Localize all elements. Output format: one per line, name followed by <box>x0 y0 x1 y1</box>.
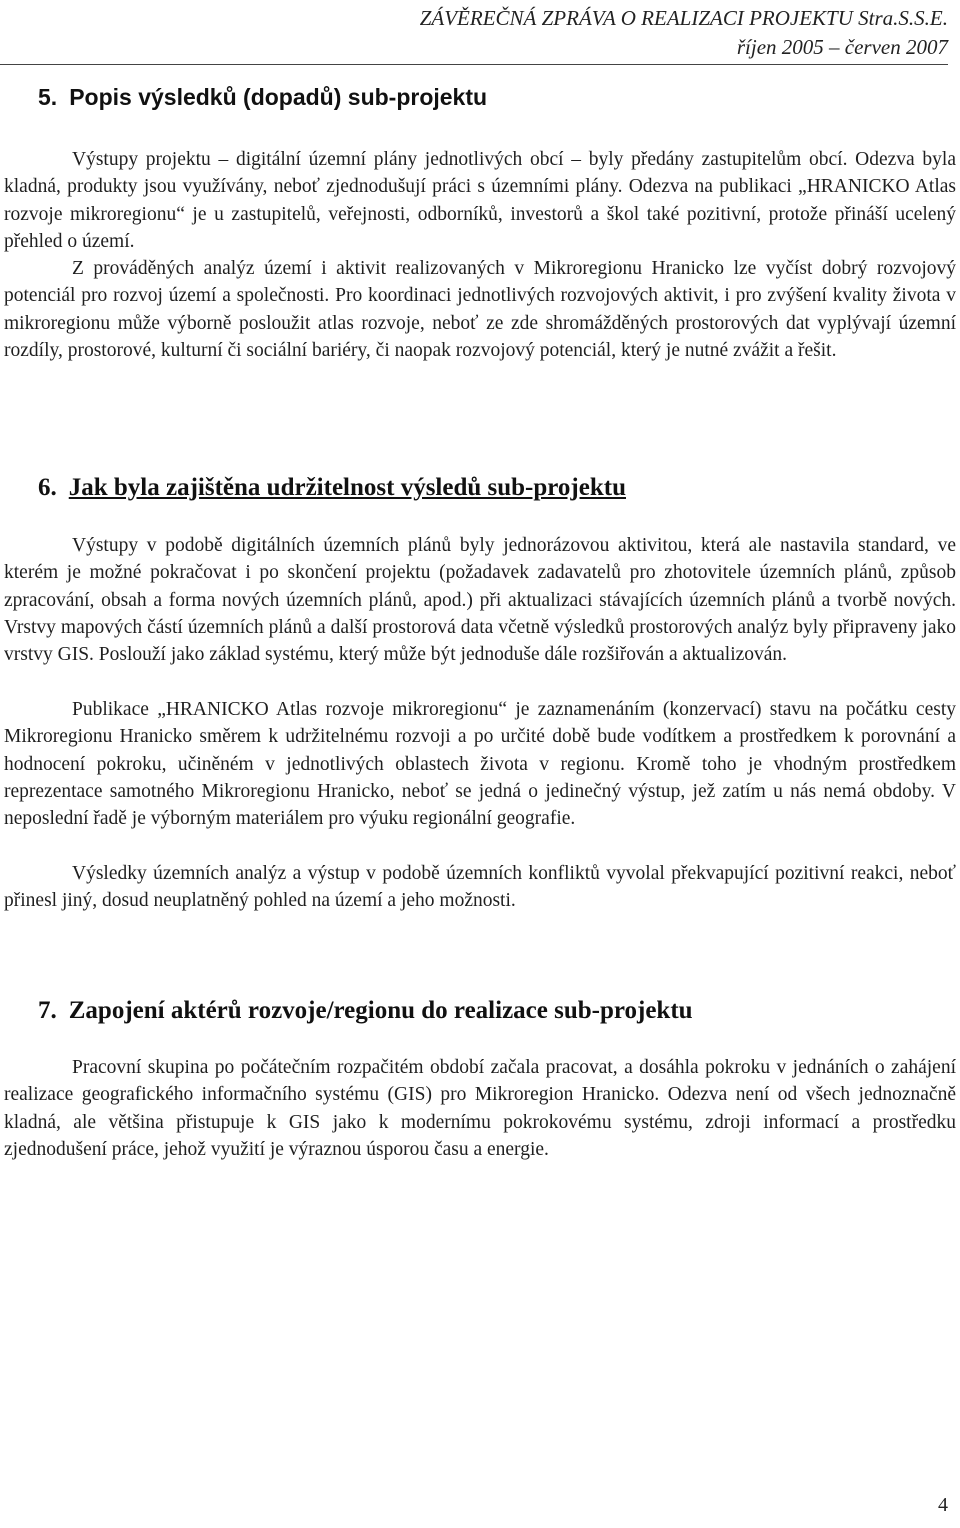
paragraph-text: Z prováděných analýz území i aktivit realizovaných v Mikroregionu Hranicko lze vyčíst dobrý rozvojový potenciál pro rozvoj území a společnosti. Pro koordinaci jednotlivých rozvojových aktivit, i pro zvýšení kvality života v mikroregionu může výborně posloužit atlas rozvoje, neboť ze zde shromážděných prostorových dat vyplývají územní rozdíly, prostorové, kulturní či sociální bariéry, či naopak rozvojový potenciál, který je nutné zvážit a řešit. <box>4 258 956 361</box>
section-7-paragraph <box>4 1054 956 1163</box>
section-6-heading <box>38 474 626 502</box>
page-number: 4 <box>938 1494 948 1516</box>
section-6-paragraph <box>4 696 956 832</box>
paragraph-text: Výstupy projektu – digitální územní plány jednotlivých obcí – byly předány zastupitelům obcí. Odezva byla kladná, produkty jsou využívány, neboť zjednodušují práci s územními plány. Odezva na publikaci „HRANICKO Atlas rozvoje mikroregionu“ je u zastupitelů, veřejnosti, odborníků, investorů a škol také pozitivní, protože přináší ucelený přehled o území. <box>4 149 956 252</box>
section-title: Zapojení aktérů rozvoje/regionu do realizace sub-projektu <box>68 997 693 1024</box>
section-title: Jak byla zajištěna udržitelnost výsledů sub-projektu <box>68 474 626 501</box>
section-number: 6. <box>38 474 57 501</box>
header-period: říjen 2005 – červen 2007 <box>736 35 948 59</box>
page-header <box>420 4 948 62</box>
header-title: ZÁVĚREČNÁ ZPRÁVA O REALIZACI PROJEKTU Stra.S.S.E. <box>419 6 948 30</box>
paragraph-text: Publikace „HRANICKO Atlas rozvoje mikroregionu“ je zaznamenáním (konzervací) stavu na počátku cesty Mikroregionu Hranicko směrem k udržitelnému rozvoji a po určité době bude vodítkem a prostředkem k porovnání a hodnocení pokroku, učiněném v jednotlivých oblastech života v regionu. Kromě toho je vhodným prostředkem reprezentace samotného Mikroregionu Hranicko, neboť se jedná o jedinečný výstup, jež zatím u nás nemá obdoby. V neposlední řadě je výborným materiálem pro výuku regionální geografie. <box>4 699 956 830</box>
section-7-heading <box>38 997 693 1025</box>
section-number: 5. <box>38 84 58 110</box>
section-5-paragraph <box>4 255 956 364</box>
section-6-paragraph <box>4 532 956 668</box>
section-number: 7. <box>38 997 57 1024</box>
section-5-heading <box>38 84 487 111</box>
header-divider <box>0 64 948 65</box>
section-5-paragraph <box>4 146 956 255</box>
paragraph-text: Pracovní skupina po počátečním rozpačitém období začala pracovat, a dosáhla pokroku v jednáních o zahájení realizace geografického informačního systému (GIS) pro Mikroregion Hranicko. Odezva není od všech jednoznačně kladná, ale většina přistupuje k GIS jako k modernímu pokrokovému systému, zdroji informací a prostředku zjednodušení práce, jehož využití je výraznou úsporou času a energie. <box>4 1057 956 1160</box>
section-6-paragraph <box>4 860 956 915</box>
paragraph-text: Výstupy v podobě digitálních územních plánů byly jednorázovou aktivitou, která ale nastavila standard, ve kterém je možné pokračovat i po skončení projektu (požadavek zadavatelů pro zhotovitele územních plánů, způsob zpracování, obsah a forma nových územních plánů, apod.) při aktualizaci stávajících územních plánů a tvorbě nových. Vrstvy mapových částí územních plánů a další prostorová data včetně výsledků prostorových analýz byly připraveny jako vrstvy GIS. Poslouží jako základ systému, který může být jednoduše dále rozšiřován a aktualizován. <box>4 535 956 666</box>
section-title: Popis výsledků (dopadů) sub-projektu <box>69 84 488 110</box>
paragraph-text: Výsledky územních analýz a výstup v podobě územních konfliktů vyvolal překvapující pozitivní reakci, neboť přinesl jiný, dosud neuplatněný pohled na území a jeho možnosti. <box>4 863 956 912</box>
